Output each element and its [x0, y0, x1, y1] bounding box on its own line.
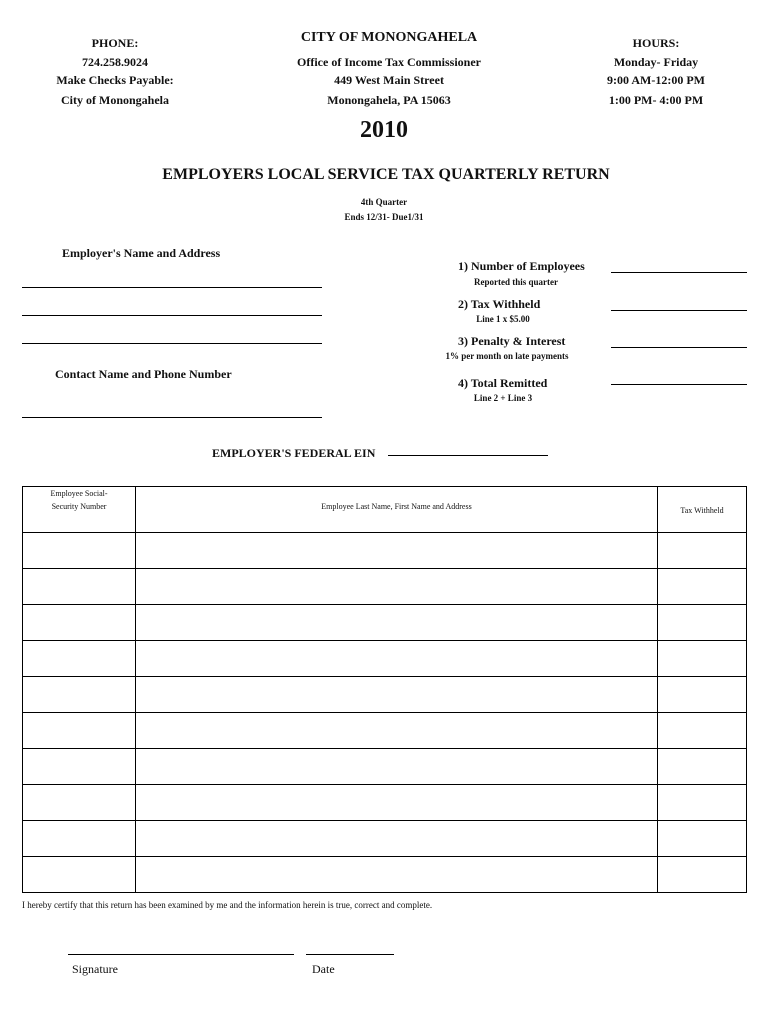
tax-withheld-cell[interactable] — [658, 641, 747, 677]
employee-table — [22, 486, 747, 893]
table-row — [23, 749, 747, 785]
ssn-cell[interactable] — [23, 821, 136, 857]
table-row — [23, 569, 747, 605]
ein-field[interactable] — [388, 455, 548, 456]
tax-withheld-column-header: Tax Withheld — [658, 487, 747, 533]
signature-label: Signature — [72, 962, 118, 976]
name-address-column-header: Employee Last Name, First Name and Address — [136, 487, 658, 533]
ssn-cell[interactable] — [23, 641, 136, 677]
line-2-note: Line 1 x $5.00 — [476, 314, 530, 324]
employer-address-line-3[interactable] — [22, 343, 322, 344]
phone-number: 724.258.9024 — [82, 55, 148, 69]
name-address-cell[interactable] — [136, 605, 658, 641]
line-3-label: 3) Penalty & Interest — [458, 334, 566, 348]
due-date-label: Ends 12/31- Due1/31 — [344, 212, 424, 222]
name-address-cell[interactable] — [136, 641, 658, 677]
tax-withheld-cell[interactable] — [658, 713, 747, 749]
tax-withheld-cell[interactable] — [658, 677, 747, 713]
name-address-cell[interactable] — [136, 857, 658, 893]
table-row — [23, 605, 747, 641]
line-4-label: 4) Total Remitted — [458, 376, 548, 390]
line-1-note: Reported this quarter — [474, 277, 558, 287]
table-row — [23, 821, 747, 857]
employer-name-address-label: Employer's Name and Address — [62, 246, 221, 260]
ssn-header-line-2: Security Number — [51, 502, 107, 511]
ssn-cell[interactable] — [23, 749, 136, 785]
line-2-label: 2) Tax Withheld — [458, 297, 541, 311]
table-row — [23, 785, 747, 821]
tax-withheld-cell[interactable] — [658, 821, 747, 857]
name-address-cell[interactable] — [136, 821, 658, 857]
ssn-header-line-1: Employee Social- — [50, 489, 108, 498]
hours-morning: 9:00 AM-12:00 PM — [607, 73, 705, 87]
form-year: 2010 — [360, 117, 408, 143]
name-address-cell[interactable] — [136, 677, 658, 713]
office-name: Office of Income Tax Commissioner — [297, 55, 481, 69]
line-4-field[interactable] — [611, 384, 747, 385]
name-address-cell[interactable] — [136, 785, 658, 821]
phone-label: PHONE: — [91, 36, 139, 50]
tax-withheld-cell[interactable] — [658, 785, 747, 821]
hours-label: HOURS: — [632, 36, 680, 50]
form-title: EMPLOYERS LOCAL SERVICE TAX QUARTERLY RETURN — [162, 166, 610, 183]
line-1-field[interactable] — [611, 272, 747, 273]
tax-withheld-cell[interactable] — [658, 533, 747, 569]
name-address-cell[interactable] — [136, 569, 658, 605]
table-header-row — [23, 487, 747, 533]
line-4-note: Line 2 + Line 3 — [473, 393, 533, 403]
line-3-note: 1% per month on late payments — [445, 351, 569, 361]
table-row — [23, 713, 747, 749]
table-row — [23, 641, 747, 677]
name-address-cell[interactable] — [136, 533, 658, 569]
ein-label: EMPLOYER'S FEDERAL EIN — [212, 446, 376, 460]
quarter-label: 4th Quarter — [360, 197, 408, 207]
ssn-column-header — [23, 487, 136, 533]
tax-withheld-cell[interactable] — [658, 857, 747, 893]
table-row — [23, 533, 747, 569]
contact-line[interactable] — [22, 417, 322, 418]
name-address-cell[interactable] — [136, 749, 658, 785]
ssn-cell[interactable] — [23, 713, 136, 749]
checks-payable-to: City of Monongahela — [61, 93, 169, 107]
street-address: 449 West Main Street — [334, 73, 444, 87]
city-state-zip: Monongahela, PA 15063 — [327, 93, 451, 107]
line-3-field[interactable] — [611, 347, 747, 348]
line-2-field[interactable] — [611, 310, 747, 311]
certification-statement: I hereby certify that this return has been examined by me and the information herein is true, correct and complete. — [22, 900, 433, 910]
ssn-cell[interactable] — [23, 569, 136, 605]
employer-address-line-1[interactable] — [22, 287, 322, 288]
date-label: Date — [312, 962, 335, 976]
tax-withheld-cell[interactable] — [658, 749, 747, 785]
contact-label: Contact Name and Phone Number — [55, 367, 232, 381]
tax-withheld-cell[interactable] — [658, 605, 747, 641]
line-1-label: 1) Number of Employees — [458, 259, 585, 273]
ssn-cell[interactable] — [23, 605, 136, 641]
ssn-cell[interactable] — [23, 677, 136, 713]
table-row — [23, 857, 747, 893]
hours-days: Monday- Friday — [613, 55, 699, 69]
date-field[interactable] — [306, 954, 394, 955]
ssn-cell[interactable] — [23, 785, 136, 821]
tax-withheld-cell[interactable] — [658, 569, 747, 605]
ssn-cell[interactable] — [23, 857, 136, 893]
checks-payable-label: Make Checks Payable: — [56, 73, 174, 87]
name-address-cell[interactable] — [136, 713, 658, 749]
signature-field[interactable] — [68, 954, 294, 955]
ssn-cell[interactable] — [23, 533, 136, 569]
table-row — [23, 677, 747, 713]
employer-address-line-2[interactable] — [22, 315, 322, 316]
city-name: CITY OF MONONGAHELA — [300, 30, 478, 45]
hours-afternoon: 1:00 PM- 4:00 PM — [608, 93, 704, 107]
